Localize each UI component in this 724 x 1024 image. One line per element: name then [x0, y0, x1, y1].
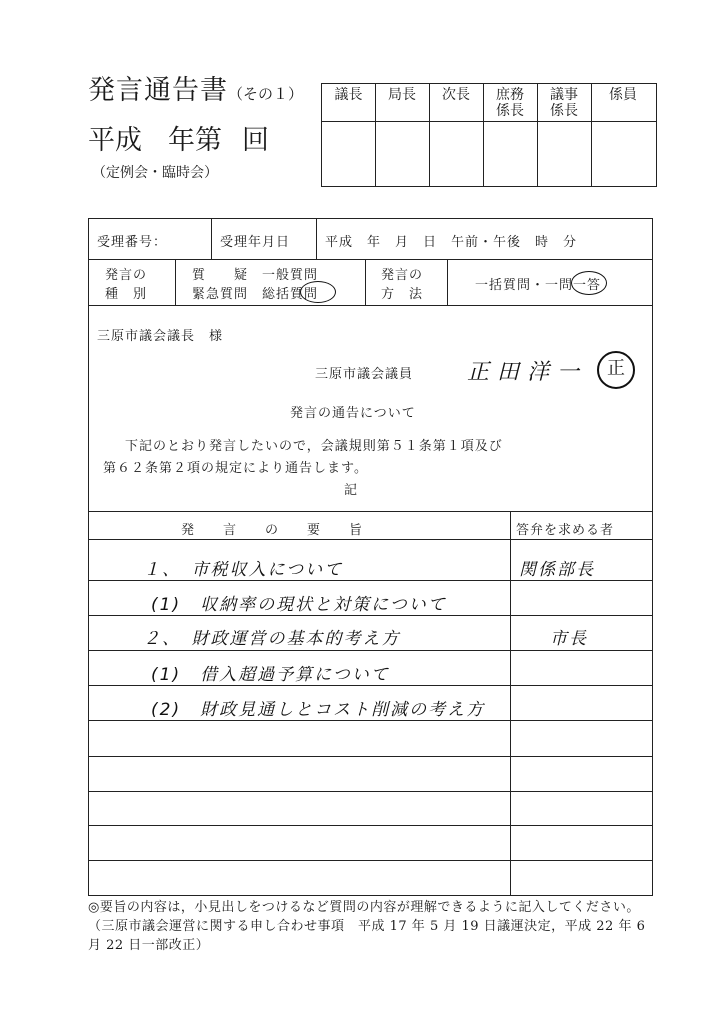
method-value: 一括質問・一問一答 — [475, 278, 602, 293]
col-divider — [211, 219, 212, 259]
subject-line: 発言の通告について — [290, 406, 416, 421]
row-divider — [89, 305, 652, 306]
col-divider — [175, 259, 176, 305]
selection-circle — [571, 271, 607, 295]
stamp-label-deputy: 次長 — [442, 87, 470, 103]
col-divider — [510, 511, 511, 895]
ruled-line — [89, 860, 652, 861]
document-title — [88, 68, 303, 107]
answerer-item: 関係部長 — [519, 560, 595, 580]
ruled-line — [89, 685, 652, 686]
summary-item: ２、 財政運営の基本的考え方 — [143, 629, 401, 649]
session-number: 回 — [242, 125, 269, 156]
title-suffix: （その１） — [228, 85, 304, 103]
receipt-number-label: 受理番号： — [97, 235, 168, 250]
session-year: 年第 — [168, 125, 222, 156]
footer-note: ◎要旨の内容は，小見出しをつけるなど質問の内容が理解できるように記入してください。（三原市議会運営に関する申し合わせ事項 平成 17 年 5 月 19 日議運決定，平成 22 年 6 月 22 日一部改正） — [88, 900, 646, 953]
receipt-date-value: 平成 年 月 日 午前・午後 時 分 — [325, 235, 578, 250]
stamp-label-staff: 係員 — [609, 87, 637, 103]
member-label: 三原市議会議員 — [315, 367, 414, 382]
ruled-line — [89, 720, 652, 721]
col-divider — [447, 259, 448, 305]
body-line-2: 第６２条第２項の規定により通告します。 — [103, 461, 368, 476]
type-label-2: 種 別 — [105, 287, 148, 302]
stamp-divider — [322, 121, 656, 122]
type-option-1: 質 疑 一般質問 — [192, 268, 319, 283]
type-option-2: 緊急質問 総括質問 — [192, 287, 319, 302]
member-signature: 正田洋一 — [467, 360, 588, 385]
type-label-1: 発言の — [105, 268, 148, 283]
method-label-1: 発言の — [381, 268, 424, 283]
receipt-date-label: 受理年月日 — [220, 235, 291, 250]
session-kind: （定例会・臨時会） — [92, 165, 218, 181]
row-divider — [89, 511, 652, 512]
row-divider — [89, 539, 652, 540]
summary-item: (1) 収納率の現状と対策について — [151, 595, 447, 615]
answerer-item: 市長 — [550, 629, 588, 649]
summary-item: １、 市税収入について — [143, 560, 344, 580]
summary-item: (1) 借入超過予算について — [151, 665, 390, 685]
selection-circle — [300, 281, 336, 303]
ruled-line — [89, 825, 652, 826]
session-era: 平成 — [88, 125, 142, 156]
stamp-label-proceedings: 議事 係長 — [550, 87, 578, 119]
body-line-1: 下記のとおり発言したいので，会議規則第５１条第１項及び — [125, 439, 503, 454]
approval-stamp-table — [321, 83, 657, 187]
col-divider — [365, 259, 366, 305]
ruled-line — [89, 791, 652, 792]
method-label-2: 方 法 — [381, 287, 424, 302]
ruled-line — [89, 650, 652, 651]
addressee: 三原市議会議長 様 — [97, 329, 224, 344]
notice-form — [88, 218, 653, 896]
stamp-label-chair: 議長 — [334, 87, 363, 103]
col-divider — [316, 219, 317, 259]
ki-mark: 記 — [344, 483, 359, 498]
ruled-line — [89, 580, 652, 581]
stamp-label-general: 庶務 係長 — [496, 87, 524, 119]
member-seal: 正 — [597, 351, 635, 389]
column-summary-header: 発 言 の 要 旨 — [181, 523, 364, 538]
session-line — [88, 118, 269, 157]
title-main: 発言通告書 — [88, 75, 228, 106]
row-divider — [89, 259, 652, 260]
summary-item: (2) 財政見通しとコスト削減の考え方 — [151, 700, 486, 720]
stamp-label-bureau: 局長 — [388, 87, 416, 103]
ruled-line — [89, 756, 652, 757]
column-answerer-header: 答弁を求める者 — [516, 523, 615, 538]
ruled-line — [89, 615, 652, 616]
